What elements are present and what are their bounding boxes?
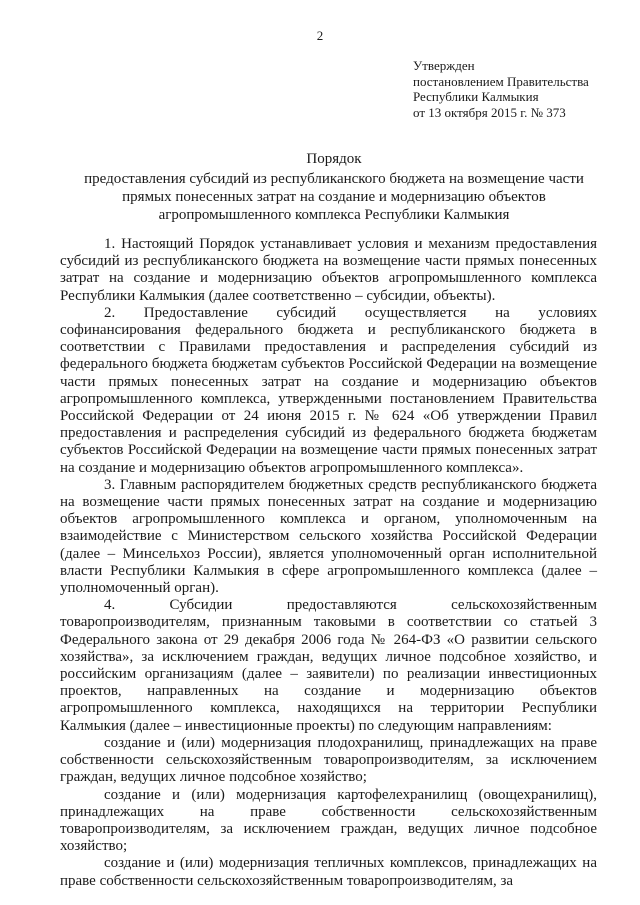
paragraph-1: 1. Настоящий Порядок устанавливает условия и механизм предоставления субсидий из республиканского бюджета на возмещение части прямых понесенных затрат на создание и модернизацию объектов агропромышленного комплекса Республики Калмыкия (далее соответственно – субсидии, объекты). bbox=[60, 236, 597, 304]
paragraph-3: 3. Главным распорядителем бюджетных средств республиканского бюджета на возмещение части прямых понесенных затрат на создание и модернизацию объектов агропромышленного комплекса и органом, уполномоченным на взаимодействие с Министерством сельского хозяйства Российской Федерации (далее – Минсельхоз России), является уполномоченный орган исполнительной власти Республики Калмыкия в сфере агропромышленного комплекса (далее – уполномоченный орган). bbox=[60, 476, 597, 597]
document-title-block bbox=[60, 150, 608, 224]
paragraph-4: 4. Субсидии предоставляются сельскохозяйственным товаропроизводителям, признанным таковыми в соответствии со статьей 3 Федерального закона от 29 декабря 2006 года № 264-ФЗ «О развитии сельского хозяйства», за исключением граждан, ведущих личное подсобное хозяйство, и российским организациям (далее – заявители) по реализации инвестиционных проектов, направленных на создание и модернизацию объектов агропромышленного комплекса, находящихся на территории Республики Калмыкия (далее – инвестиционные проекты) по следующим направлениям: bbox=[60, 597, 597, 734]
approval-line: от 13 октября 2015 г. № 373 bbox=[413, 104, 566, 120]
approval-line: Утвержден bbox=[413, 58, 475, 73]
document-subtitle-line: предоставления субсидий из республиканского бюджета на возмещение части bbox=[84, 171, 584, 187]
document-subtitle-line: прямых понесенных затрат на создание и модернизацию объектов bbox=[122, 189, 546, 205]
page-number: 2 bbox=[316, 28, 324, 43]
document-body bbox=[60, 236, 597, 890]
list-item-greenhouse: создание и (или) модернизация тепличных комплексов, принадлежащих на праве собственности сельскохозяйственным товаропроизводителям, за bbox=[60, 855, 597, 889]
paragraph-2: 2. Предоставление субсидий осуществляется на условиях софинансирования федерального бюджета и республиканского бюджета в соответствии с Правилами предоставления и распределения субсидий из федерального бюджета бюджетам субъектов Российской Федерации на возмещение части прямых понесенных затрат на создание и модернизацию объектов агропромышленного комплекса, утвержденными постановлением Правительства Российской Федерации от 24 июня 2015 г. № 624 «Об утверждении Правил предоставления и распределения субсидий из федерального бюджета бюджетам субъектов Российской Федерации на возмещение части прямых понесенных затрат на создание и модернизацию объектов агропромышленного комплекса». bbox=[60, 304, 597, 476]
approval-line: Республики Калмыкия bbox=[413, 89, 539, 104]
document-title: Порядок bbox=[306, 151, 362, 167]
document-subtitle-line: агропромышленного комплекса Республики Калмыкия bbox=[158, 207, 510, 223]
approval-line: постановлением Правительства bbox=[413, 73, 589, 89]
approval-stamp bbox=[413, 58, 589, 120]
list-item-orchard-storage: создание и (или) модернизация плодохранилищ, принадлежащих на праве собственности сельскохозяйственным товаропроизводителям, за исключением граждан, ведущих личное подсобное хозяйство; bbox=[60, 734, 597, 786]
list-item-potato-storage: создание и (или) модернизация картофелехранилищ (овощехранилищ), принадлежащих на праве собственности сельскохозяйственным товаропроизводителям, за исключением граждан, ведущих личное подсобное хозяйство; bbox=[60, 786, 597, 855]
